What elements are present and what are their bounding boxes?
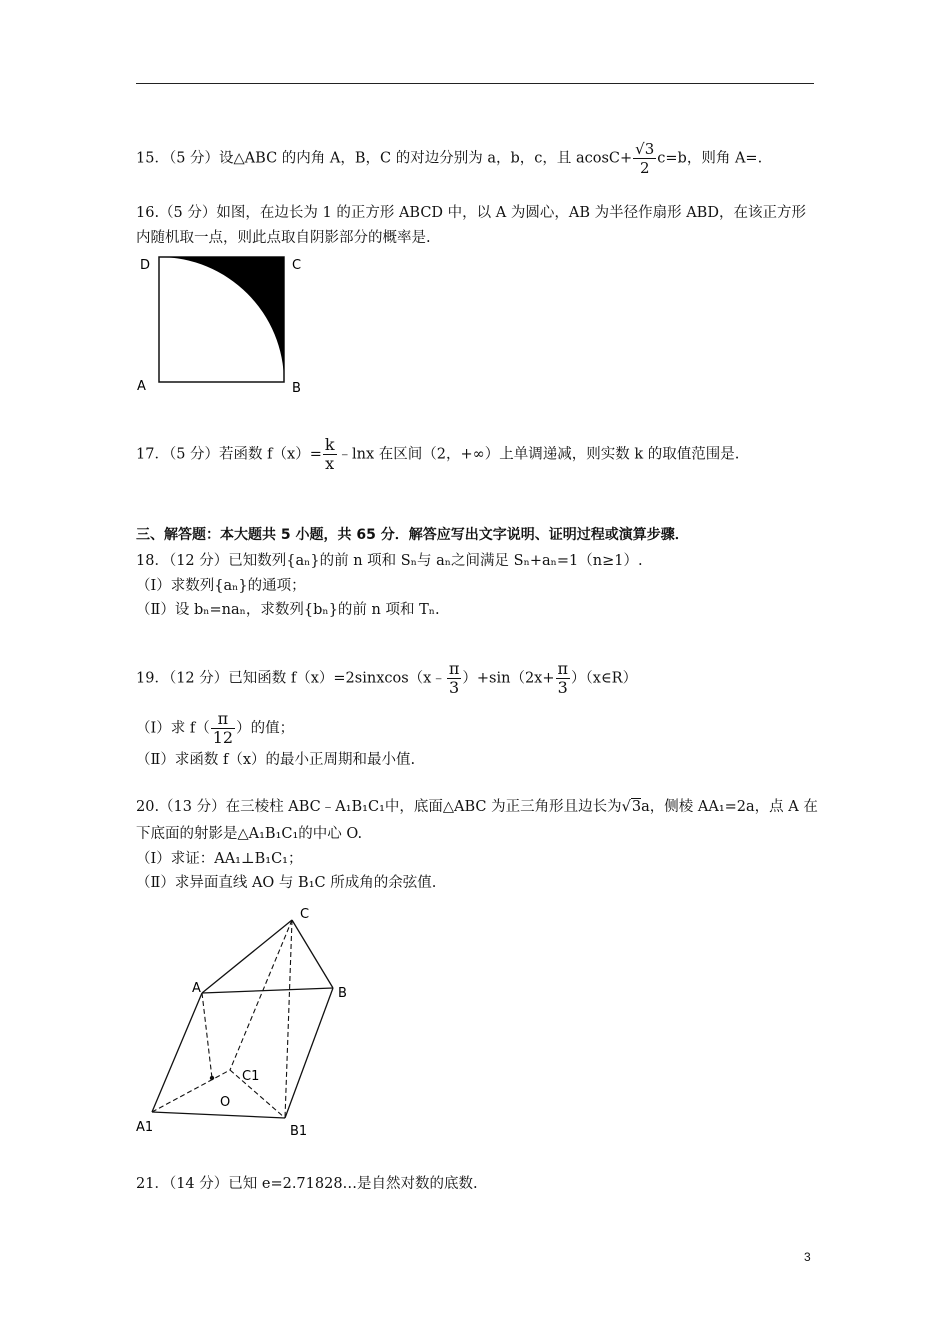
question-21: 21．（14 分）已知 e=2.71828…是自然对数的底数. bbox=[136, 1176, 478, 1192]
question-19-part1 bbox=[136, 710, 294, 747]
sqrt-symbol: √ bbox=[621, 799, 631, 815]
q19-part1-pre: （Ⅰ）求 f（ bbox=[136, 720, 210, 737]
question-16-line2: 内随机取一点，则此点取自阴影部分的概率是. bbox=[136, 230, 431, 246]
q17-fraction bbox=[323, 436, 337, 473]
point-o bbox=[210, 1076, 214, 1080]
edge-bb1 bbox=[285, 988, 333, 1118]
q15-text-pre: 15．（5 分）设△ABC 的内角 A，B，C 的对边分别为 a，b，c，且 acosC+ bbox=[136, 150, 633, 167]
q19-text-post: ）（x∈R） bbox=[571, 670, 638, 687]
question-20-line2: 下底面的射影是△A₁B₁C₁的中心 O. bbox=[136, 826, 363, 842]
edge-a1b1 bbox=[152, 1112, 285, 1118]
q19-part1-frac-num: π bbox=[211, 710, 235, 729]
q15-frac-den: 2 bbox=[639, 159, 650, 177]
edge-ca bbox=[202, 920, 292, 993]
q15-fraction bbox=[633, 140, 656, 177]
q17-frac-den: x bbox=[325, 454, 335, 473]
question-20-part1: （Ⅰ）求证：AA₁⊥B₁C₁； bbox=[136, 851, 303, 867]
q19-part1-post: ）的值； bbox=[236, 720, 295, 737]
q20-line1-post: a，侧棱 AA₁=2a，点 A 在 bbox=[641, 799, 818, 815]
question-20-part2: （Ⅱ）求异面直线 AO 与 B₁C 所成角的余弦值. bbox=[136, 875, 437, 891]
q19-text-mid: ）+sin（2x+ bbox=[462, 670, 555, 687]
q15-text-post: c=b，则角 A=. bbox=[657, 150, 763, 167]
q19-part1-frac-den: 12 bbox=[212, 728, 234, 747]
edge-a1c1-dashed bbox=[152, 1070, 230, 1112]
edge-cb bbox=[292, 920, 333, 988]
label-b1: B1 bbox=[290, 1124, 308, 1139]
label-b: B bbox=[292, 381, 301, 396]
label-c: C bbox=[292, 258, 302, 273]
label-a: A bbox=[137, 379, 146, 394]
question-17 bbox=[136, 436, 739, 473]
prism-figure bbox=[130, 900, 360, 1145]
label-c1: C1 bbox=[242, 1069, 260, 1084]
question-16-line1: 16.（5 分）如图，在边长为 1 的正方形 ABCD 中，以 A 为圆心，AB 为半径作扇形 ABD，在该正方形 bbox=[136, 205, 806, 221]
question-19-part2: （Ⅱ）求函数 f（x）的最小正周期和最小值. bbox=[136, 752, 416, 768]
edge-cb1-dashed bbox=[285, 920, 292, 1118]
edge-ab bbox=[202, 988, 333, 993]
question-15 bbox=[136, 140, 762, 177]
shaded-region bbox=[159, 257, 284, 382]
q19-part1-fraction bbox=[211, 710, 235, 747]
header-rule bbox=[136, 83, 814, 84]
q17-text-pre: 17．（5 分）若函数 f（x）= bbox=[136, 446, 322, 463]
question-18-part1: （Ⅰ）求数列{aₙ}的通项； bbox=[136, 578, 306, 594]
edge-cc1-dashed bbox=[230, 920, 292, 1070]
label-d: D bbox=[140, 258, 151, 273]
edge-aa1 bbox=[152, 993, 202, 1112]
question-19 bbox=[136, 660, 637, 697]
q19-fraction-2 bbox=[556, 660, 571, 697]
edge-ao-dashed bbox=[202, 993, 212, 1078]
q19-frac1-den: 3 bbox=[449, 678, 460, 697]
q20-line1-pre: 20.（13 分）在三棱柱 ABC﹣A₁B₁C₁中，底面△ABC 为正三角形且边长为 bbox=[136, 799, 622, 815]
section-3-heading: 三、解答题：本大题共 5 小题，共 65 分．解答应写出文字说明、证明过程或演算步骤． bbox=[136, 527, 689, 543]
label-o: O bbox=[220, 1095, 231, 1110]
q19-frac2-num: π bbox=[557, 659, 569, 678]
q17-frac-num: k bbox=[324, 435, 335, 454]
q15-frac-num: √3 bbox=[635, 140, 655, 158]
question-20-line1 bbox=[136, 797, 818, 817]
label-a: A bbox=[192, 981, 201, 996]
q19-frac1-num: π bbox=[448, 659, 460, 678]
label-b: B bbox=[338, 986, 347, 1001]
question-18-part2: （Ⅱ）设 bₙ=naₙ，求数列{bₙ}的前 n 项和 Tₙ. bbox=[136, 602, 440, 618]
q19-frac2-den: 3 bbox=[557, 678, 568, 697]
question-18-line1: 18．（12 分）已知数列{aₙ}的前 n 项和 Sₙ与 aₙ之间满足 Sₙ+aₙ=1（n≥1）. bbox=[136, 553, 643, 569]
q19-text-pre: 19．（12 分）已知函数 f（x）=2sinxcos（x﹣ bbox=[136, 670, 446, 687]
square-sector-figure bbox=[134, 252, 314, 397]
q19-fraction-1 bbox=[447, 660, 462, 697]
q17-text-post: ﹣lnx 在区间（2，+∞）上单调递减，则实数 k 的取值范围是. bbox=[337, 446, 740, 463]
label-a1: A1 bbox=[136, 1120, 154, 1135]
q20-sqrt-value: 3 bbox=[631, 799, 642, 815]
page-number: 3 bbox=[804, 1250, 811, 1264]
label-c: C bbox=[300, 907, 310, 922]
